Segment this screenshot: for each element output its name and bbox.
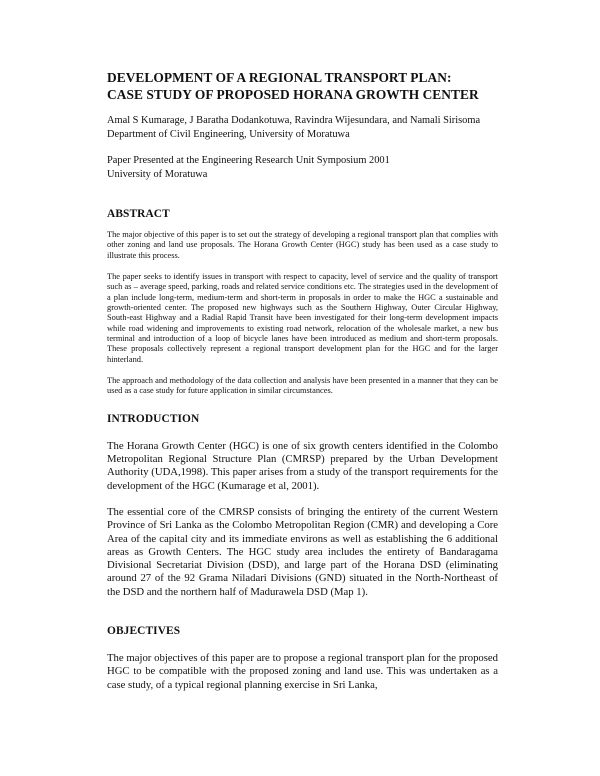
abstract-heading: ABSTRACT [107,208,170,220]
objectives-paragraph-1: The major objectives of this paper are to propose a regional transport plan for the proposed HGC to be compatible with the proposed zoning and land use. This was undertaken as a case study, of a typical regional planning exercise in Sri Lanka, [107,652,498,691]
abstract-paragraph-3: The approach and methodology of the data collection and analysis have been presented in a manner that they can be used as a case study for future application in similar circumstances. [107,376,498,396]
introduction-paragraph-2: The essential core of the CMRSP consists of bringing the entirety of the current Western Province of Sri Lanka as the Colombo Metropolitan Region (CMR) and developing a Core Area of the capital city and its immediate environs as well as establishing the 6 additional areas as Growth Centers. The HGC study area includes the entirety of Bandaragama Divisional Secretariat Division (DSD), and large part of the Horana DSD (eliminating around 27 of the 92 Grama Niladari Divisions (GND) situated in the North-Northeast of the DSD and the northern half of Madurawela DSD (Map 1). [107,506,498,598]
paper-title [107,69,498,103]
presentation-note: Paper Presented at the Engineering Research Unit Symposium 2001 [107,155,390,166]
objectives-heading: OBJECTIVES [107,625,181,638]
paper-title-line-2: CASE STUDY OF PROPOSED HORANA GROWTH CENTER [107,87,479,102]
paper-title-line-1: DEVELOPMENT OF A REGIONAL TRANSPORT PLAN: [107,70,452,85]
venue: University of Moratuwa [107,168,208,180]
introduction-heading: INTRODUCTION [107,412,200,425]
author-list: Amal S Kumarage, J Baratha Dodankotuwa, Ravindra Wijesundara, and Namali Sirisoma [107,115,481,126]
abstract-paragraph-2: The paper seeks to identify issues in transport with respect to capacity, level of service and the quality of transport such as – average speed, parking, roads and related service conditions etc. The strategies used in the development of a plan include long-term, medium-term and short-term in proposals in order to make the HGC a sustainable and growth-oriented center. The proposed new highways such as the Southern Highway, Outer Circular Highway, South-east Highway and a Radial Rapid Transit have been investigated for their long-term development impacts while road widening and improvements to existing road network, relocation of the wholesale market, a new bus terminal and introduction of a loop of bicycle lanes have been introduced as medium and short-term proposals. These proposals collectively represent a regional transport development plan for the HGC and for the larger hinterland. [107,272,498,364]
abstract-paragraph-1: The major objective of this paper is to set out the strategy of developing a regional transport plan that complies with other zoning and land use proposals. The Horana Growth Center (HGC) study has been used as a case study to illustrate this process. [107,230,498,260]
affiliation: Department of Civil Engineering, University of Moratuwa [107,128,350,140]
introduction-paragraph-1: The Horana Growth Center (HGC) is one of six growth centers identified in the Colombo Metropolitan Regional Structure Plan (CMRSP) prepared by the Urban Development Authority (UDA,1998). This paper arises from a study of the transport requirements for the development of the HGC (Kumarage et al, 2001). [107,439,498,492]
